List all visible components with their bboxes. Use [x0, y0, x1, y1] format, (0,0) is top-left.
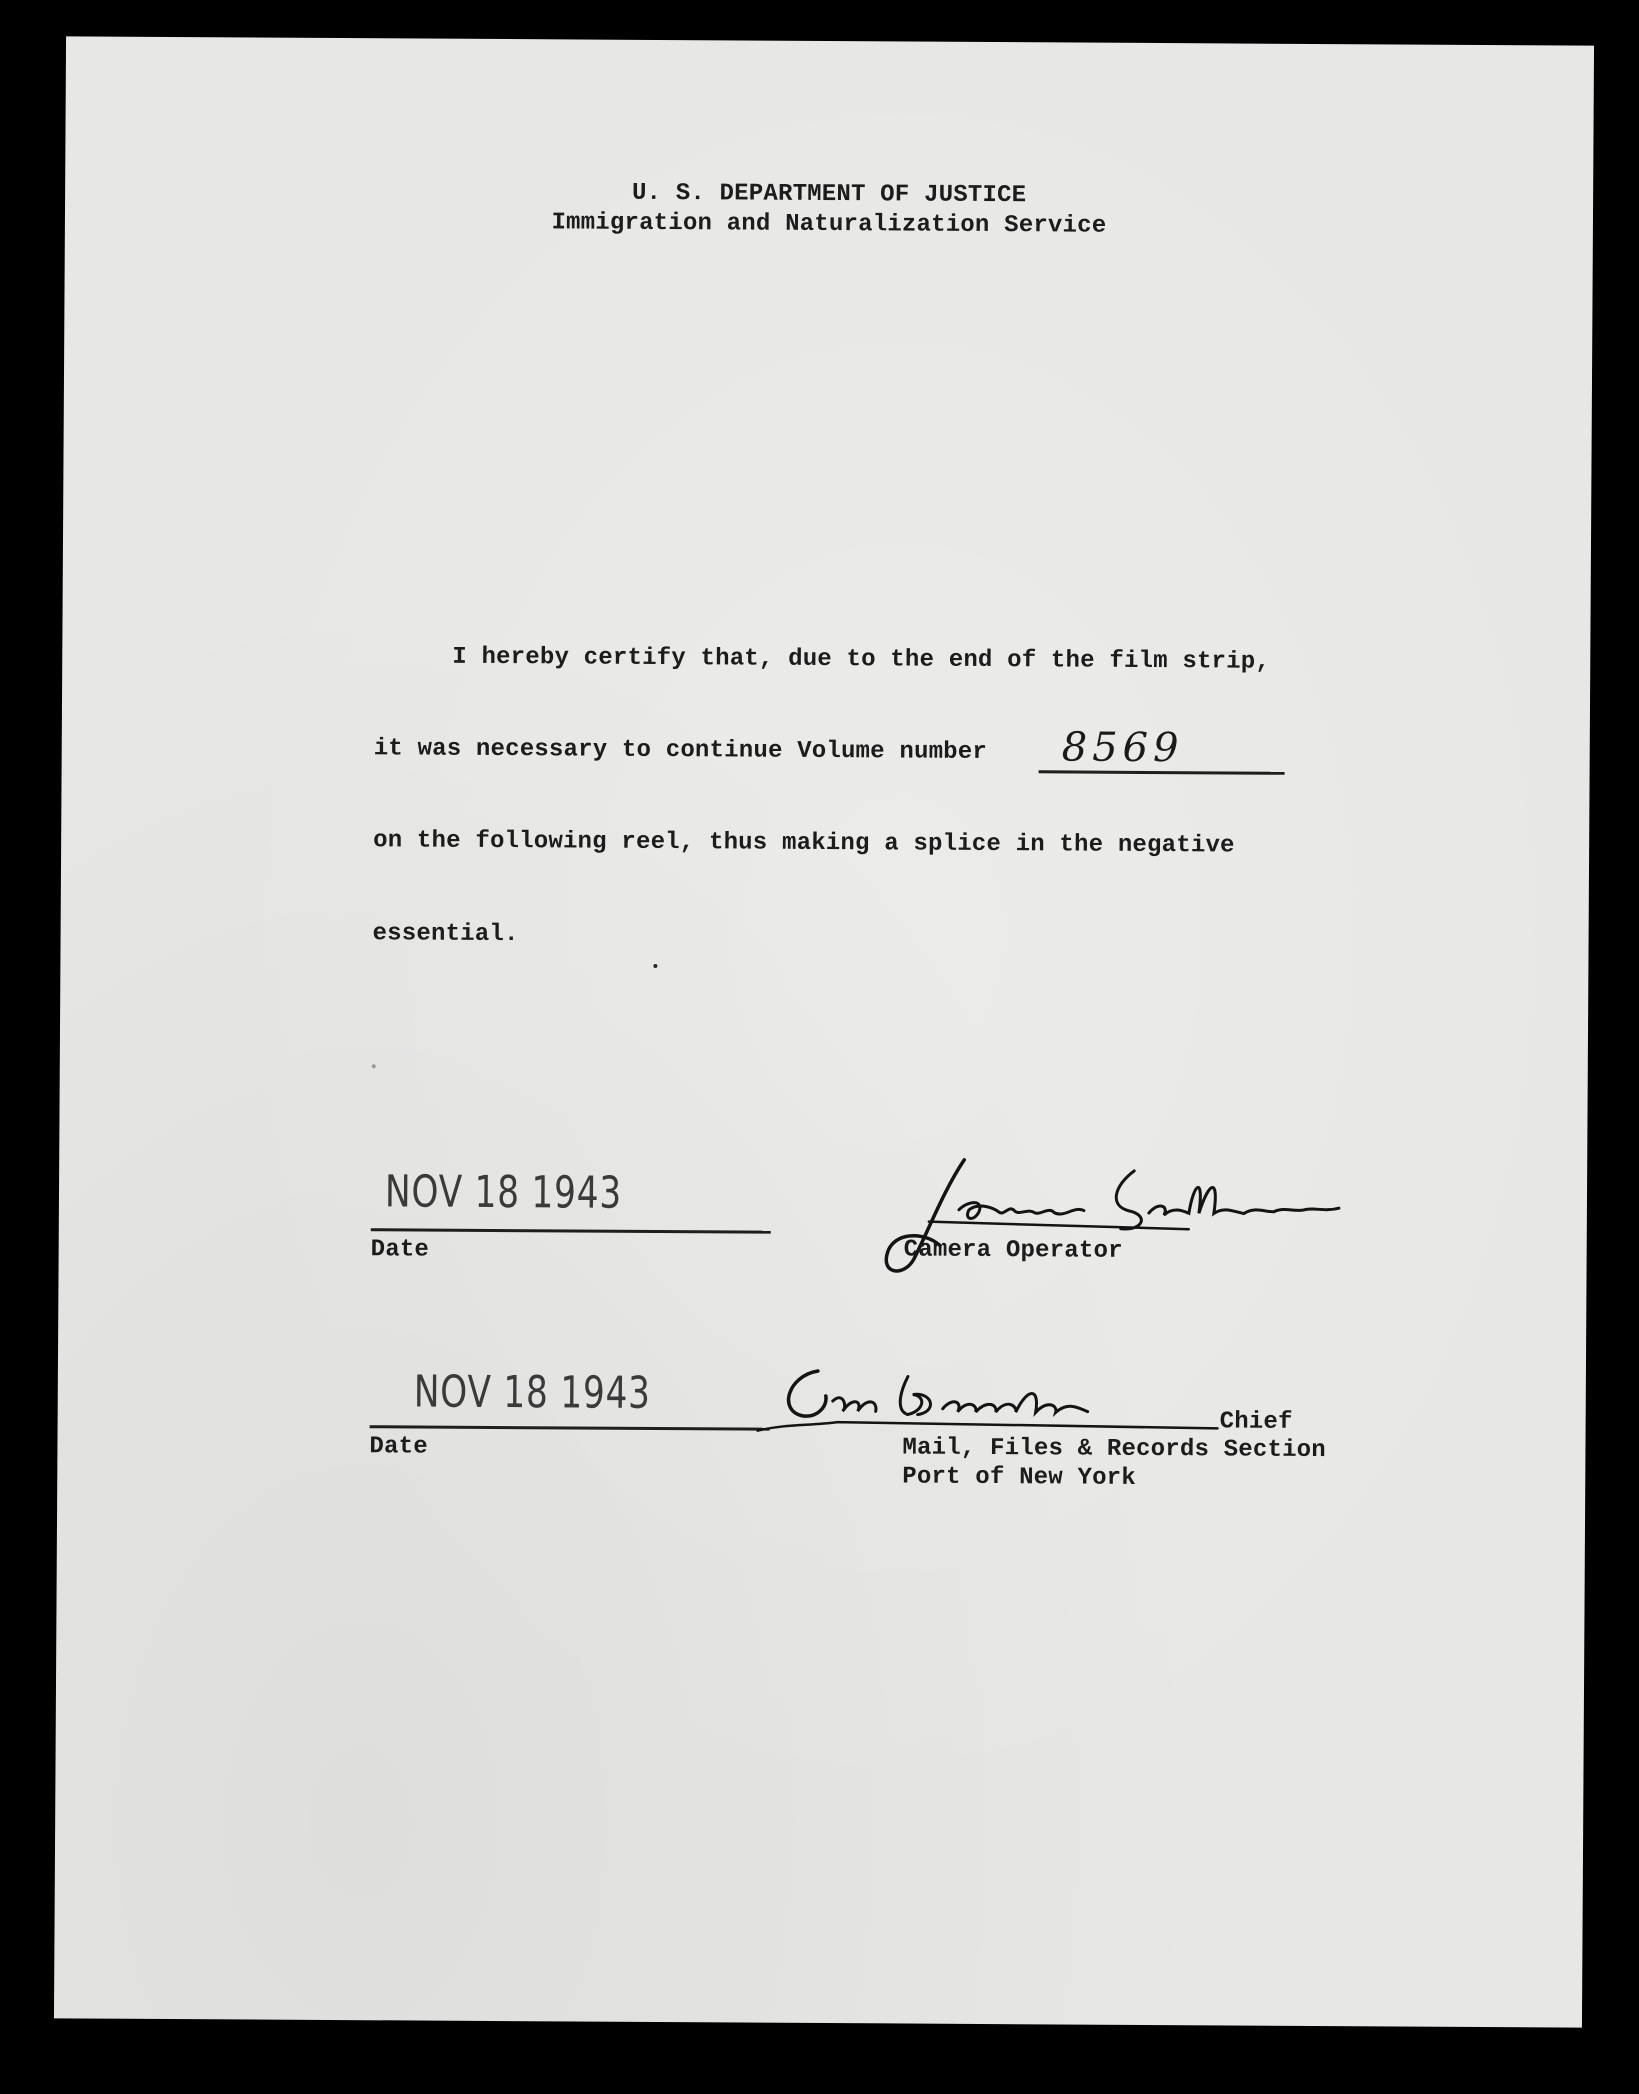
chief-signature: [748, 1356, 1268, 1439]
certificate-line-2: it was necessary to continue Volume number: [373, 735, 988, 766]
date-label-camera: Date: [370, 1236, 430, 1264]
header-department: U. S. DEPARTMENT OF JUSTICE: [631, 179, 1027, 210]
camera-operator-label: Camera Operator: [903, 1236, 1123, 1265]
paper-speck: [653, 964, 657, 968]
date-stamp-camera: NOV 18 1943: [384, 1166, 623, 1219]
camera-operator-signature: [858, 1149, 1349, 1282]
date-line-camera: [371, 1228, 771, 1233]
header-service: Immigration and Naturalization Service: [551, 209, 1107, 240]
chief-title-label: Chief: [1219, 1408, 1293, 1436]
certificate-line-4: essential.: [372, 920, 519, 949]
document-page: [54, 36, 1594, 2027]
date-line-chief: [370, 1425, 770, 1430]
port-label: Port of New York: [902, 1463, 1137, 1492]
section-label: Mail, Files & Records Section: [902, 1434, 1327, 1465]
certificate-line-1: I hereby certify that, due to the end of the film strip,: [452, 643, 1271, 676]
paper-speck: [372, 1064, 376, 1068]
date-label-chief: Date: [369, 1433, 428, 1461]
certificate-line-3: on the following reel, thus making a splice in the negative: [373, 827, 1235, 860]
date-stamp-chief: NOV 18 1943: [413, 1366, 651, 1419]
volume-number-handwritten: 8569: [1061, 724, 1184, 772]
